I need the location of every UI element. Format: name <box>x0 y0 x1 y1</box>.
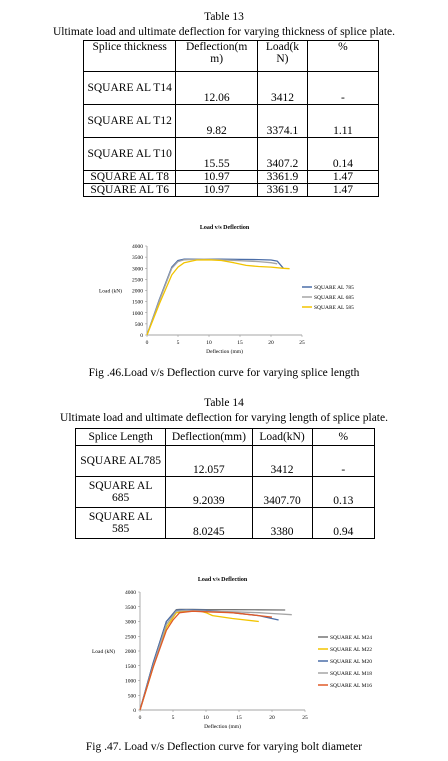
table14-header-cell: Deflection(mm) <box>166 429 252 446</box>
fig46-caption: Fig .46.Load v/s Deflection curve for varying splice length <box>88 367 360 379</box>
y-axis-label: Load (kN) <box>98 288 122 295</box>
table-cell: - <box>307 72 378 105</box>
table13-header-cell: Deflection(m m) <box>176 41 258 72</box>
table13 <box>83 40 379 197</box>
y-tick-label: 3000 <box>125 619 136 626</box>
table-cell: 3361.9 <box>258 171 308 184</box>
y-tick-label: 1000 <box>132 310 143 317</box>
table-cell: SQUARE AL T8 <box>84 171 176 184</box>
table-cell: 0.14 <box>307 138 378 171</box>
y-tick-label: 3500 <box>125 604 136 611</box>
legend-label: SQUARE AL M16 <box>330 683 372 689</box>
series-line <box>147 259 283 335</box>
table14 <box>75 428 375 539</box>
table-cell: SQUARE AL T6 <box>84 184 176 197</box>
table-cell: 0.94 <box>312 508 374 539</box>
table-cell: 3412 <box>252 446 312 477</box>
legend-label: SQUARE AL 585 <box>314 305 354 311</box>
series-line <box>147 259 277 335</box>
x-tick-label: 5 <box>176 340 180 346</box>
y-tick-label: 4000 <box>125 590 136 596</box>
legend-label: SQUARE AL 685 <box>314 295 354 301</box>
table-cell: 3374.1 <box>258 105 308 138</box>
table14-header-cell: Load(kN) <box>252 429 312 446</box>
y-tick-label: 2000 <box>132 288 143 295</box>
table-cell: 12.06 <box>176 72 258 105</box>
table-cell: 1.47 <box>307 184 378 197</box>
table-row <box>76 477 375 508</box>
series-line <box>140 611 272 710</box>
table-cell: 9.82 <box>176 105 258 138</box>
y-axis-label: Load (kN) <box>91 649 115 655</box>
x-tick-label: 25 <box>299 340 305 346</box>
load-deflection-chart-splice-length <box>90 220 380 360</box>
table-cell: 1.11 <box>307 105 378 138</box>
table-cell: SQUARE AL T10 <box>84 138 176 171</box>
chart-title: Load v/s Deflection <box>199 225 250 231</box>
y-tick-label: 500 <box>127 693 136 700</box>
table14-header-row <box>76 429 375 446</box>
series-line <box>140 610 279 710</box>
legend-label: SQUARE AL M20 <box>330 659 372 665</box>
x-axis-label: Deflection (mm) <box>204 724 241 730</box>
x-tick-label: 20 <box>269 715 275 721</box>
table-cell: SQUARE AL T14 <box>84 72 176 105</box>
table-row <box>84 171 379 184</box>
series-line <box>147 260 290 335</box>
series-line <box>140 610 292 710</box>
table-cell: SQUARE AL T12 <box>84 105 176 138</box>
table-cell: 9.2039 <box>166 477 252 508</box>
table14-header-cell: Splice Length <box>76 429 166 446</box>
x-tick-label: 15 <box>237 340 243 346</box>
table-row <box>84 105 379 138</box>
legend-label: SQUARE AL M22 <box>330 647 372 653</box>
chart-title: Load v/s Deflection <box>197 577 248 583</box>
x-tick-label: 25 <box>302 715 308 721</box>
table-row <box>84 72 379 105</box>
table13-header-cell: % <box>307 41 378 72</box>
table-cell: 3407.2 <box>258 138 308 171</box>
table14-label: Table 14 <box>204 397 244 409</box>
y-tick-label: 1000 <box>125 678 136 685</box>
y-tick-label: 1500 <box>132 299 143 306</box>
y-tick-label: 0 <box>133 708 136 714</box>
x-tick-label: 0 <box>145 340 149 346</box>
legend-label: SQUARE AL 785 <box>314 285 354 291</box>
table-row <box>76 508 375 539</box>
x-tick-label: 0 <box>138 715 142 721</box>
series-line <box>140 609 285 710</box>
table13-caption: Ultimate load and ultimate deflection for varying thickness of splice plate. <box>52 26 396 38</box>
table-cell: - <box>312 446 374 477</box>
y-tick-label: 2500 <box>125 634 136 641</box>
y-tick-label: 1500 <box>125 663 136 670</box>
table-cell: 3361.9 <box>258 184 308 197</box>
legend-label: SQUARE AL M24 <box>330 635 372 641</box>
x-tick-label: 15 <box>236 715 242 721</box>
y-tick-label: 500 <box>134 321 143 328</box>
table-cell: 3380 <box>252 508 312 539</box>
table14-header-cell: % <box>312 429 374 446</box>
table13-header-cell: Load(k N) <box>258 41 308 72</box>
table-cell: SQUARE AL785 <box>76 446 166 477</box>
fig47-caption: Fig .47. Load v/s Deflection curve for varying bolt diameter <box>85 741 363 753</box>
table-cell: 3412 <box>258 72 308 105</box>
table-cell: SQUARE AL 585 <box>76 508 166 539</box>
load-deflection-chart-bolt-diameter <box>80 572 380 737</box>
x-tick-label: 10 <box>203 715 209 721</box>
table-cell: 12.057 <box>166 446 252 477</box>
table-cell: 10.97 <box>176 171 258 184</box>
table14-caption: Ultimate load and ultimate deflection for varying length of splice plate. <box>60 412 388 424</box>
legend-label: SQUARE AL M18 <box>330 671 372 677</box>
y-tick-label: 3000 <box>132 266 143 273</box>
table-cell: 10.97 <box>176 184 258 197</box>
x-tick-label: 20 <box>268 340 274 346</box>
x-tick-label: 10 <box>206 340 212 346</box>
x-tick-label: 5 <box>171 715 175 721</box>
y-tick-label: 2000 <box>125 649 136 655</box>
y-tick-label: 2500 <box>132 277 143 284</box>
table13-header-row <box>84 41 379 72</box>
table-row <box>76 446 375 477</box>
table13-label: Table 13 <box>204 11 244 23</box>
table-cell: SQUARE AL 685 <box>76 477 166 508</box>
table-row <box>84 138 379 171</box>
series-line <box>140 611 259 710</box>
table13-header-cell: Splice thickness <box>84 41 176 72</box>
x-axis-label: Deflection (mm) <box>206 349 243 355</box>
table-row <box>84 184 379 197</box>
table-cell: 0.13 <box>312 477 374 508</box>
table-cell: 1.47 <box>307 171 378 184</box>
table-cell: 8.0245 <box>166 508 252 539</box>
table-cell: 3407.70 <box>252 477 312 508</box>
table-cell: 15.55 <box>176 138 258 171</box>
y-tick-label: 0 <box>140 333 143 339</box>
y-tick-label: 3500 <box>132 255 143 262</box>
y-tick-label: 4000 <box>132 244 143 250</box>
